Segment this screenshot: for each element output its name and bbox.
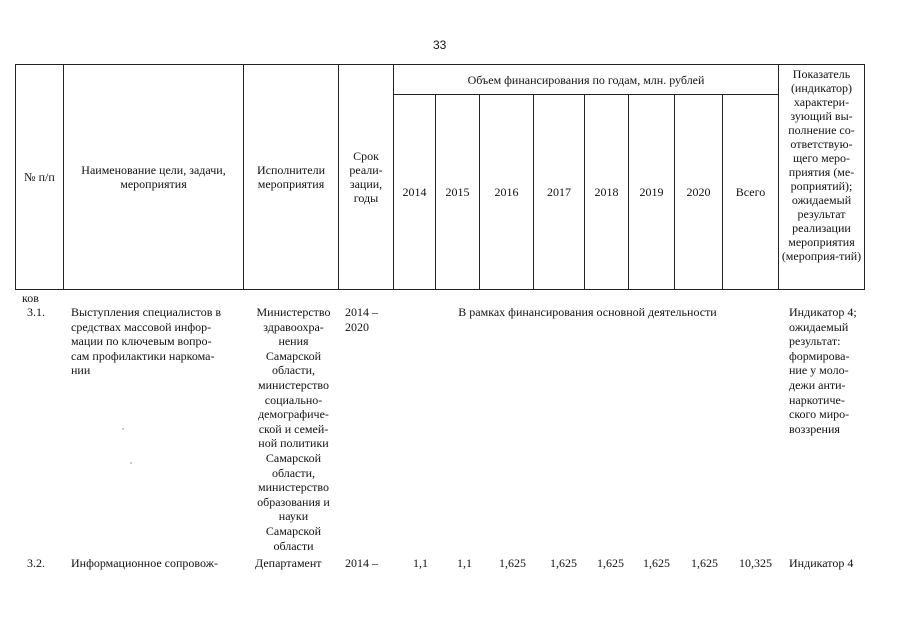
row-3-1-indicator-line: ние у моло- [789,363,849,378]
row-3-2-name: Информационное сопровож- [71,556,218,570]
row-3-1-name-line: средствах массовой инфор- [71,319,212,334]
row-3-1-executors [246,305,341,553]
row-3-1-indicator-line: формирова- [789,348,850,363]
continuation-text: ков [22,291,39,305]
row-3-1-name [71,305,246,378]
row-3-1-exec-line: Самарской [265,348,322,363]
row-3-1-name-line: нии [71,363,91,378]
row-3-1-exec-line: министерство [258,480,329,495]
row-3-2-value-2014: 1,1 [413,556,428,570]
row-3-1-exec-line: ной политики [258,436,329,451]
row-3-1-exec-line: науки [278,509,309,524]
row-3-1-exec-line: нения [278,334,309,349]
row-3-1-exec-line: Самарской [265,523,322,538]
row-3-1-period-line: 2014 – [345,305,378,319]
row-3-1-exec-line: образования и [257,494,330,509]
scan-speck [122,428,124,430]
row-3-2-value-2018: 1,625 [597,556,624,570]
header-financing: Объем финансирования по годам, млн. рублей [394,65,779,95]
table-header [15,64,865,290]
page-number: 33 [433,38,447,52]
row-3-2-indicator: Индикатор 4 [789,556,854,570]
row-3-1-num: 3.1. [27,305,45,319]
row-3-2-value-2015: 1,1 [457,556,472,570]
row-3-1-name-line: мации по ключевым вопро- [71,334,212,349]
header-num: № п/п [16,65,64,290]
row-3-1-indicator-line: воззрения [789,421,840,436]
header-year-2020: 2020 [675,95,723,290]
row-3-1-indicator-line: результат: [789,334,841,349]
row-3-1-period-line: 2020 [345,319,369,334]
header-year-2016: 2016 [480,95,534,290]
row-3-1-exec-line: области, [271,465,316,480]
row-3-2-value-2019: 1,625 [643,556,670,570]
row-3-1-period [345,305,378,334]
row-3-1-exec-line: Самарской [265,450,322,465]
row-3-2-executor: Департамент [255,556,322,570]
row-3-1-exec-line: здравоохра- [263,319,324,334]
row-3-2-period: 2014 – [345,556,378,570]
header-total: Всего [723,95,779,290]
header-name: Наименование цели, задачи, мероприятия [64,65,244,290]
header-year-2017: 2017 [534,95,585,290]
header-year-2018: 2018 [585,95,629,290]
row-3-1-indicator [789,305,857,436]
scan-speck [130,462,132,464]
row-3-1-exec-line: демографиче- [258,407,329,422]
row-3-1-name-line: Выступления специалистов в [71,305,222,319]
row-3-1-exec-line: министерство [258,377,329,392]
row-3-1-exec-line: социально- [264,392,323,407]
row-3-1-financing-note: В рамках финансирования основной деятельности [458,305,717,319]
row-3-1-exec-line: Министерство [256,305,331,319]
row-3-1-indicator-line: дежи анти- [789,377,846,392]
row-3-2-value-2020: 1,625 [691,556,718,570]
row-3-1-indicator-line: наркотиче- [789,392,845,407]
header-year-2014: 2014 [394,95,436,290]
header-indicator: Показатель (индикатор) характери-зующий вы-полнение со-ответствую-щего меро-приятия (ме-роприятий); ожидаемый результат реализации мероприятия (мероприя-тий) [779,65,865,290]
header-year-2019: 2019 [629,95,675,290]
row-3-1-indicator-line: Индикатор 4; [789,305,857,319]
row-3-1-exec-line: области, [271,363,316,378]
row-3-2-value-total: 10,325 [739,556,772,570]
row-3-1-name-line: сам профилактики наркома- [71,348,215,363]
row-3-2-value-2016: 1,625 [499,556,526,570]
row-3-1-exec-line: области [273,538,314,553]
row-3-1-indicator-line: ожидаемый [789,319,849,334]
row-3-2-num: 3.2. [27,556,45,570]
header-executors: Исполнители мероприятия [244,65,339,290]
row-3-1-indicator-line: ского миро- [789,407,850,422]
header-year-2015: 2015 [436,95,480,290]
row-3-1-exec-line: ской и семей- [258,421,329,436]
row-3-2-value-2017: 1,625 [550,556,577,570]
header-period: Срок реали-зации, годы [339,65,394,290]
